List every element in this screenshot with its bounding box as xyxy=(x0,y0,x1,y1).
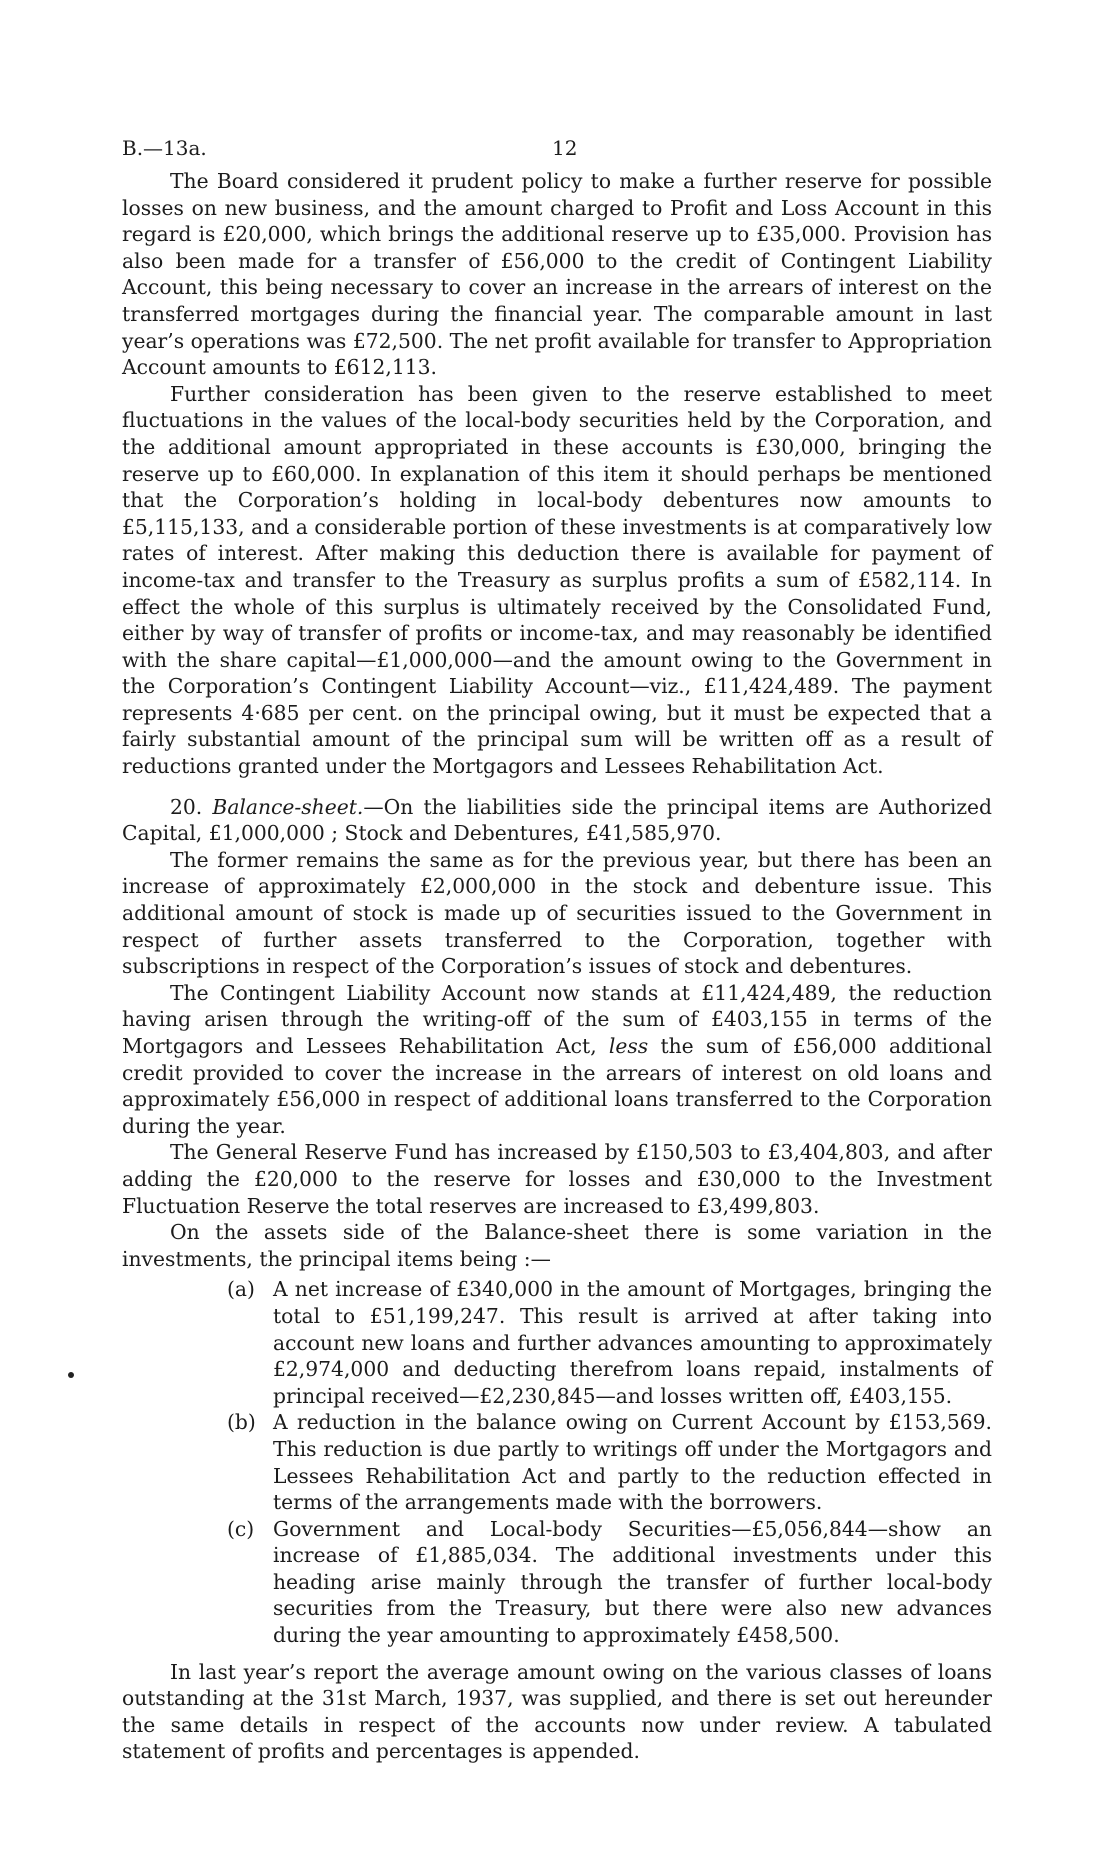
paragraph-stock-debentures: The former remains the same as for the previous year, but there has been an increase of approximately £2,000,000 in the stock and debenture issue. This additional amount of stock is made up of securities issued to the Government in respect of further assets transferred to the Corporation, together with subscriptions in respect of the Corporation’s issues of stock and debentures. xyxy=(122,847,992,979)
paragraph-general-reserve: The General Reserve Fund has increased by £150,503 to £3,404,803, and after adding the £20,000 to the reserve for losses and £30,000 to the Investment Fluctuation Reserve the total reserves are increased to £3,499,803. xyxy=(122,1140,992,1218)
section-heading: Balance-sheet. xyxy=(212,794,364,819)
contingent-text-a: The Contingent Liability Account now stands at £11,424,489, the reduction having arisen through the writing-off of the sum of £403,155 in terms of the Mortgagors and Lessees Rehabilitation Act, xyxy=(122,980,992,1058)
document-code: B.—13a. xyxy=(122,136,207,160)
page-number: 12 xyxy=(552,136,578,160)
item-text: A net increase of £340,000 in the amount of Mortgages, bringing the total to £51,199,247. This result is arrived at after taking into account new loans and further advances amounting to approximately £2,974,000 and deducting therefrom loans repaid, instalments of principal received—£2,230,845—and losses written off, £403,155. xyxy=(273,1277,992,1408)
list-item xyxy=(227,1516,992,1649)
list-item xyxy=(227,1409,992,1515)
item-label: (a) xyxy=(227,1277,255,1302)
item-text: A reduction in the balance owing on Current Account by £153,569. This reduction is due partly to writings off under the Mortgagors and Lessees Rehabilitation Act and partly to the reduction effected in terms of the arrangements made with the borrowers. xyxy=(273,1410,992,1515)
paragraph-fluctuation-reserve: Further consideration has been given to the reserve established to meet fluctuations in the values of the local-body securities held by the Corporation, and the additional amount appropriated in these accounts is £30,000, bringing the reserve up to £60,000. In explanation of this item it should perhaps be mentioned that the Corporation’s holding in local-body debentures now amounts to £5,115,133, and a considerable portion of these investments is at comparatively low rates of interest. After making this deduction there is available for payment of income-tax and transfer to the Treasury as surplus profits a sum of £582,114. In effect the whole of this surplus is ultimately received by the Consolidated Fund, either by way of transfer of profits or income-tax, and may reasonably be identified with the share capital—£1,000,000—and the amount owing to the Government in the Corporation’s Contingent Liability Account—viz., £11,424,489. The payment represents 4·685 per cent. on the principal owing, but it must be expected that a fairly substantial amount of the principal sum will be written off as a result of reductions granted under the Mortgagors and Lessees Rehabilitation Act. xyxy=(122,381,992,779)
paragraph-balance-sheet xyxy=(122,794,992,847)
contingent-text-b: the sum of £56,000 additional credit provided to cover the increase in the arrears of interest on old loans and approximately £56,000 in respect of additional loans transferred to the Corporation during the year. xyxy=(122,1034,992,1138)
paragraph-average-amount: In last year’s report the average amount owing on the various classes of loans outstanding at the 31st March, 1937, was supplied, and there is set out hereunder the same details in respect of the accounts now under review. A tabulated statement of profits and percentages is appended. xyxy=(122,1659,992,1764)
item-label: (c) xyxy=(227,1516,255,1541)
paragraph-assets-intro: On the assets side of the Balance-sheet there is some variation in the investments, the principal items being :— xyxy=(122,1220,992,1271)
paragraph-contingent-liability xyxy=(122,980,992,1140)
section-intro-text: —On the liabilities side the principal items are Authorized Capital, £1,000,000 ; Stock and Debentures, £41,585,970. xyxy=(122,794,993,846)
document-body xyxy=(122,168,992,1765)
assets-item-list xyxy=(122,1276,992,1648)
section-number: 20. xyxy=(170,794,203,819)
item-text: Government and Local-body Securities—£5,056,844—show an increase of £1,885,034. The additional investments under this heading arise mainly through the transfer of further local-body securities from the Treasury, but there were also new advances during the year amounting to approximately £458,500. xyxy=(273,1516,992,1648)
margin-mark xyxy=(68,1372,74,1378)
contingent-less: less xyxy=(608,1034,649,1058)
page-header xyxy=(122,136,992,164)
list-item xyxy=(227,1276,992,1409)
paragraph-reserve-losses: The Board considered it prudent policy to make a further reserve for possible losses on new business, and the amount charged to Profit and Loss Account in this regard is £20,000, which brings the additional reserve up to £35,000. Provision has also been made for a transfer of £56,000 to the credit of Contingent Liability Account, this being necessary to cover an increase in the arrears of interest on the transferred mortgages during the financial year. The comparable amount in last year’s operations was £72,500. The net profit available for transfer to Appropriation Account amounts to £612,113. xyxy=(122,169,992,380)
item-label: (b) xyxy=(227,1410,256,1435)
